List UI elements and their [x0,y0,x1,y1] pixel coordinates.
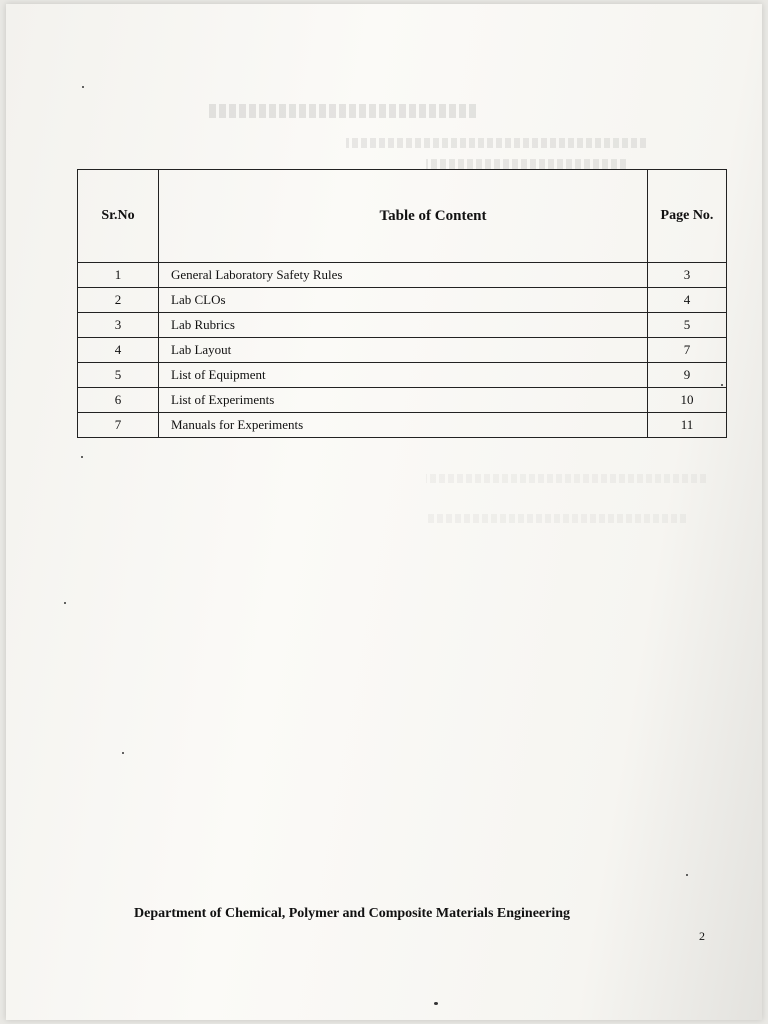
row-title: List of Equipment [159,363,648,388]
row-title: Lab Rubrics [159,313,648,338]
scan-speck [434,1002,438,1005]
scan-speck [64,602,66,604]
row-page-no: 7 [648,338,727,363]
table-row [78,313,727,338]
bleed-through-text [346,138,646,148]
row-sr-no: 5 [78,363,159,388]
header-page-no: Page No. [648,170,727,263]
row-page-no: 3 [648,263,727,288]
row-sr-no: 2 [78,288,159,313]
table-row [78,363,727,388]
row-sr-no: 7 [78,413,159,438]
row-sr-no: 3 [78,313,159,338]
row-sr-no: 4 [78,338,159,363]
bleed-through-text [426,159,626,169]
table-of-contents [77,169,727,438]
document-page [6,4,762,1020]
row-page-no: 11 [648,413,727,438]
row-page-no: 9 [648,363,727,388]
header-sr-no: Sr.No [78,170,159,263]
bleed-through-text [206,104,476,118]
row-title: General Laboratory Safety Rules [159,263,648,288]
bleed-through-text [426,474,706,483]
scan-speck [82,86,84,88]
row-sr-no: 6 [78,388,159,413]
row-sr-no: 1 [78,263,159,288]
table-row [78,413,727,438]
table-header-row [78,170,727,263]
table-row [78,288,727,313]
page-number: 2 [699,929,705,943]
row-title: Manuals for Experiments [159,413,648,438]
scan-speck [721,384,723,386]
scan-speck [122,752,124,754]
bleed-through-text [426,514,686,523]
row-title: List of Experiments [159,388,648,413]
row-title: Lab CLOs [159,288,648,313]
scan-speck [686,874,688,876]
row-page-no: 4 [648,288,727,313]
footer-department: Department of Chemical, Polymer and Composite Materials Engineering [134,906,571,921]
table-row [78,263,727,288]
row-title: Lab Layout [159,338,648,363]
scan-speck [81,456,83,458]
row-page-no: 5 [648,313,727,338]
table-row [78,388,727,413]
header-table-of-content: Table of Content [159,170,648,263]
row-page-no: 10 [648,388,727,413]
table-row [78,338,727,363]
